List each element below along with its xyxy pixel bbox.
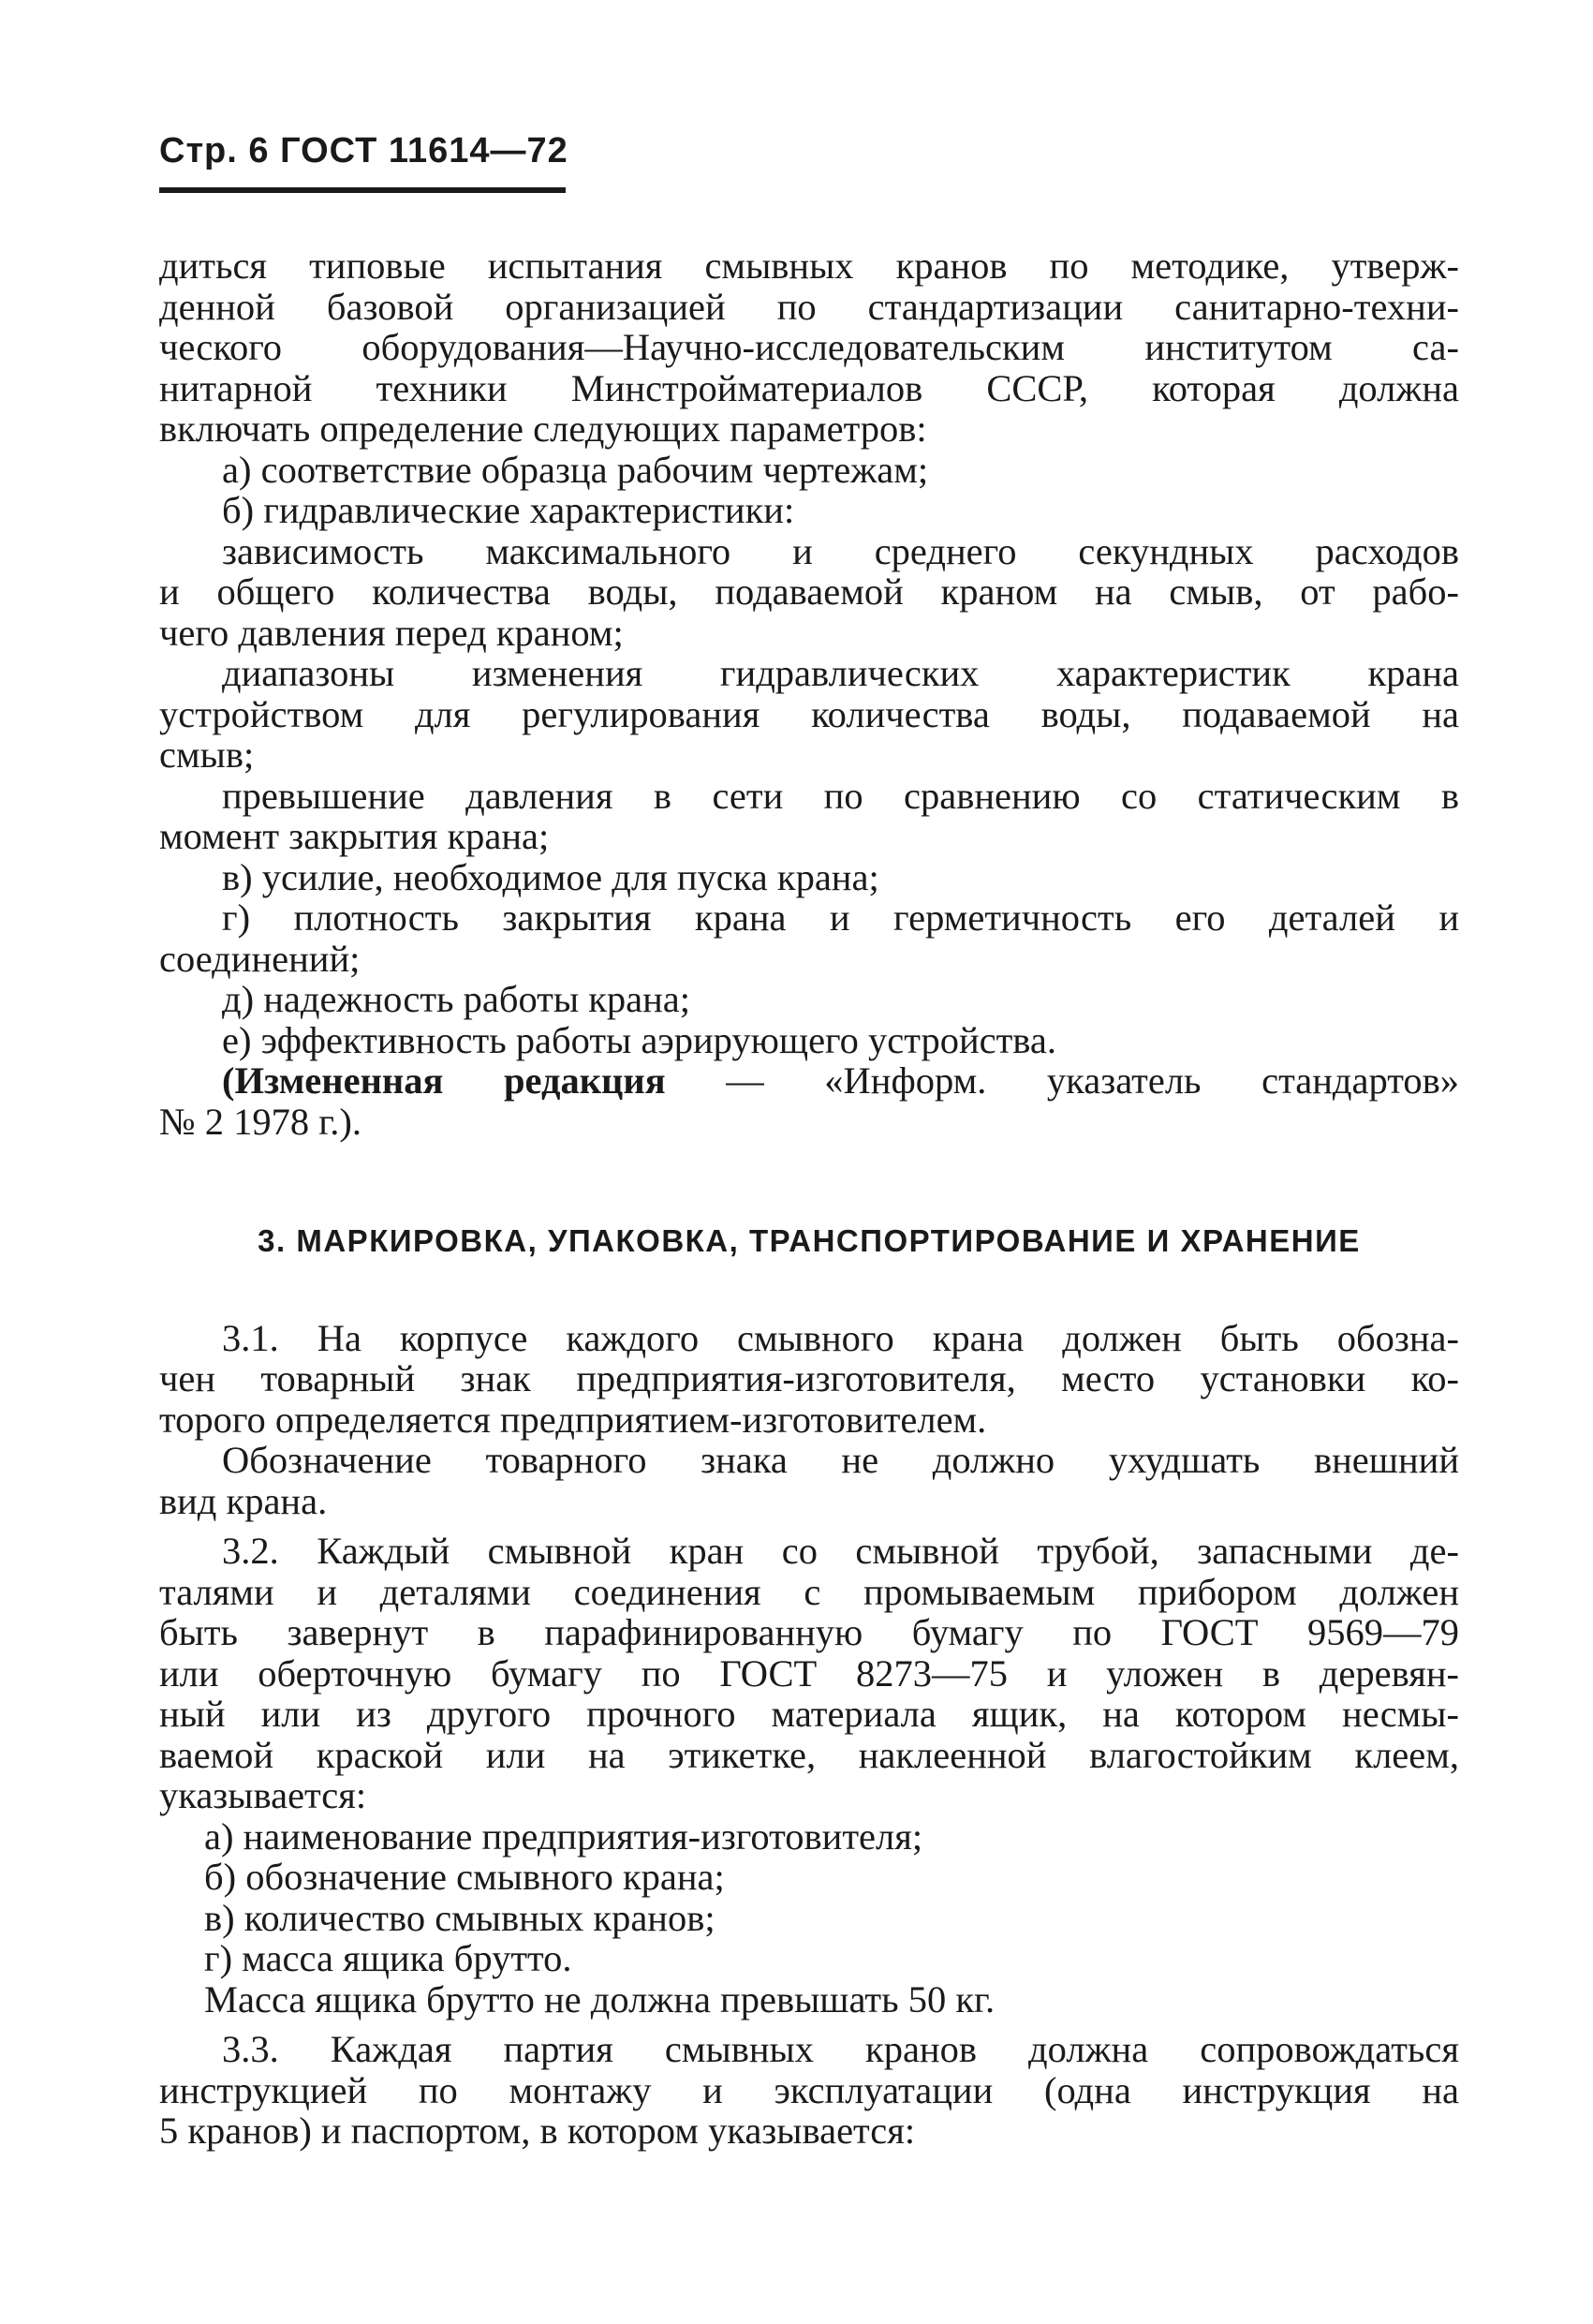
text-line: ный или из другого прочного материала ящик, на котором несмы- <box>159 1693 1459 1735</box>
list-item: а) наименование предприятия-изготовителя; <box>204 1814 923 1858</box>
amendment-source: — «Информ. указатель стандартов» <box>665 1059 1460 1102</box>
list-item: а) соответствие образца рабочим чертежам; <box>222 448 929 491</box>
list-item: в) усилие, необходимое для пуска крана; <box>222 855 879 898</box>
text-line: денной базовой организацией по стандартизации санитарно-техни- <box>159 285 1459 328</box>
list-item: г) плотность закрытия крана и герметичность его деталей и <box>222 896 1459 939</box>
text-line: устройством для регулирования количества воды, подаваемой на <box>159 692 1459 735</box>
text-line: Масса ящика брутто не должна превышать 50 кг. <box>204 1977 996 2021</box>
text-line: включать определение следующих параметров: <box>159 407 927 450</box>
list-item: б) гидравлические характеристики: <box>222 489 795 531</box>
text-line: соединений; <box>159 937 361 980</box>
text-line: ваемой краской или на этикетке, наклеенной влагостойким клеем, <box>159 1733 1459 1776</box>
running-head: Стр. 6 ГОСТ 11614—72 <box>159 131 568 170</box>
text-line: ческого оборудования—Научно-исследовательским институтом са- <box>159 326 1459 368</box>
list-item: в) количество смывных кранов; <box>204 1896 715 1939</box>
text-line: 3.2. Каждый смывной кран со смывной трубой, запасными де- <box>222 1530 1459 1572</box>
text-line: вид крана. <box>159 1479 328 1522</box>
text-line: инструкцией по монтажу и эксплуатации (одна инструкция на <box>159 2068 1459 2111</box>
text-line: торого определяется предприятием-изготовителем. <box>159 1398 987 1441</box>
text-line: диться типовые испытания смывных кранов по методике, утверж- <box>159 244 1459 287</box>
text-line: нитарной техники Минстройматериалов СССР, которая должна <box>159 366 1459 409</box>
list-item: е) эффективность работы аэрирующего устройства. <box>222 1018 1056 1061</box>
header-rule <box>159 187 566 193</box>
text-line: чен товарный знак предприятия-изготовителя, место установки ко- <box>159 1357 1459 1399</box>
text-line: чего давления перед краном; <box>159 611 624 654</box>
text-line: смыв; <box>159 733 255 776</box>
text-line: 3.1. На корпусе каждого смывного крана должен быть обозна- <box>222 1316 1459 1359</box>
text-line: талями и деталями соединения с промываемым прибором должен <box>159 1570 1459 1613</box>
text-line: превышение давления в сети по сравнению со статическим в <box>222 774 1459 817</box>
list-item: г) масса ящика брутто. <box>204 1937 572 1979</box>
page-body <box>159 245 1459 2152</box>
section-heading: 3. МАРКИРОВКА, УПАКОВКА, ТРАНСПОРТИРОВАНИЕ И ХРАНЕНИЕ <box>258 1223 1361 1258</box>
text-line: и общего количества воды, подаваемой краном на смыв, от рабо- <box>159 570 1459 613</box>
text-line: быть завернут в парафинированную бумагу по ГОСТ 9569—79 <box>159 1611 1459 1653</box>
text-line: указывается: <box>159 1774 367 1816</box>
text-line: Обозначение товарного знака не должно ухудшать внешний <box>222 1439 1459 1481</box>
text-line: диапазоны изменения гидравлических характеристик крана <box>222 652 1459 694</box>
text-line: зависимость максимального и среднего секундных расходов <box>222 529 1459 572</box>
amendment-label: (Измененная редакция <box>222 1059 666 1102</box>
text-line: момент закрытия крана; <box>159 815 550 857</box>
amendment-note-line2: № 2 1978 г.). <box>159 1100 362 1143</box>
amendment-note <box>159 1060 1459 1102</box>
text-line: 3.3. Каждая партия смывных кранов должна сопровождаться <box>222 2028 1459 2070</box>
text-line: или оберточную бумагу по ГОСТ 8273—75 и уложен в деревян- <box>159 1651 1459 1695</box>
list-item: д) надежность работы крана; <box>222 978 691 1020</box>
list-item: б) обозначение смывного крана; <box>204 1856 725 1898</box>
text-line: 5 кранов) и паспортом, в котором указывается: <box>159 2109 916 2152</box>
